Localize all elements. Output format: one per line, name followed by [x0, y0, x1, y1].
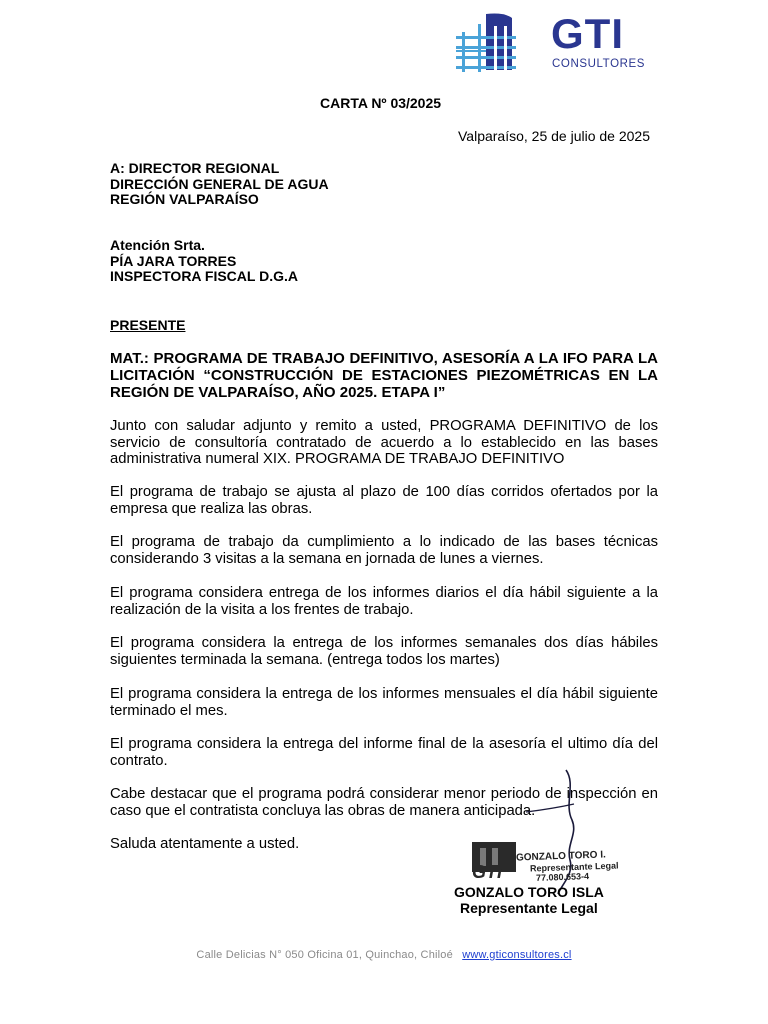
- paragraph: Cabe destacar que el programa podrá considerar menor periodo de inspección en caso que el contratista concluya las obras de manera anticipada.: [110, 786, 658, 819]
- logo-subtitle: CONSULTORES: [552, 58, 646, 70]
- paragraph: Junto con saludar adjunto y remito a usted, PROGRAMA DEFINITIVO de los servicio de consultoría contratado de acuerdo a lo establecido en las bases administrativa numeral XIX. PROGRAMA DE TRABAJO DEFINITIVO: [110, 418, 658, 467]
- stamp-logo: GTI: [472, 862, 502, 882]
- footer-website-link[interactable]: www.gticonsultores.cl: [462, 949, 572, 961]
- letter-number: CARTA Nº 03/2025: [320, 95, 442, 111]
- signer-role: Representante Legal: [460, 900, 598, 916]
- place-date: Valparaíso, 25 de julio de 2025: [458, 128, 650, 144]
- attention-block: [110, 238, 298, 285]
- recipient-line: REGIÓN VALPARAÍSO: [110, 191, 259, 207]
- closing-line: Saluda atentamente a usted.: [110, 836, 300, 852]
- recipient-line: A: DIRECTOR REGIONAL: [110, 160, 280, 176]
- recipient-line: DIRECCIÓN GENERAL DE AGUA: [110, 175, 329, 192]
- paragraph: El programa considera la entrega de los informes mensuales el día hábil siguiente terminado el mes.: [110, 686, 658, 719]
- attention-line: INSPECTORA FISCAL D.G.A: [110, 268, 298, 284]
- paragraph: El programa de trabajo da cumplimiento a lo indicado de las bases técnicas considerando 3 visitas a la semana en jornada de lunes a viernes.: [110, 534, 658, 567]
- footer-address: Calle Delicias N° 050 Oficina 01, Quinchao, Chiloé: [196, 949, 453, 961]
- paragraph: El programa considera entrega de los informes diarios el día hábil siguiente a la realización de la visita a los frentes de trabajo.: [110, 585, 658, 618]
- signer-name: GONZALO TORO ISLA: [454, 884, 604, 900]
- attention-line: PÍA JARA TORRES: [110, 252, 237, 269]
- footer: [0, 949, 768, 961]
- attention-line: Atención Srta.: [110, 237, 205, 253]
- paragraph: El programa considera la entrega de los informes semanales dos días hábiles siguientes terminada la semana. (entrega todos los martes): [110, 635, 658, 668]
- stamp-role: Representante Legal: [529, 860, 619, 874]
- stamp-name: GONZALO TORO I.: [515, 849, 606, 864]
- recipient-block: [110, 161, 329, 208]
- paragraph: El programa de trabajo se ajusta al plazo de 100 días corridos ofertados por la empresa que realiza las obras.: [110, 484, 658, 517]
- paragraph: El programa considera la entrega del informe final de la asesoría el ultimo día del contrato.: [110, 736, 658, 769]
- presente-heading: PRESENTE: [110, 317, 186, 333]
- stamp-rut: 77.080.653-4: [535, 871, 590, 883]
- subject-line: MAT.: PROGRAMA DE TRABAJO DEFINITIVO, ASESORÍA A LA IFO PARA LA LICITACIÓN “CONSTRUCCIÓN DE ESTACIONES PIEZOMÉTRICAS EN LA REGIÓN DE VALPARAÍSO, AÑO 2025. ETAPA I”: [110, 350, 658, 401]
- logo-wordmark: GTI: [551, 10, 624, 57]
- building-icon: [456, 14, 516, 73]
